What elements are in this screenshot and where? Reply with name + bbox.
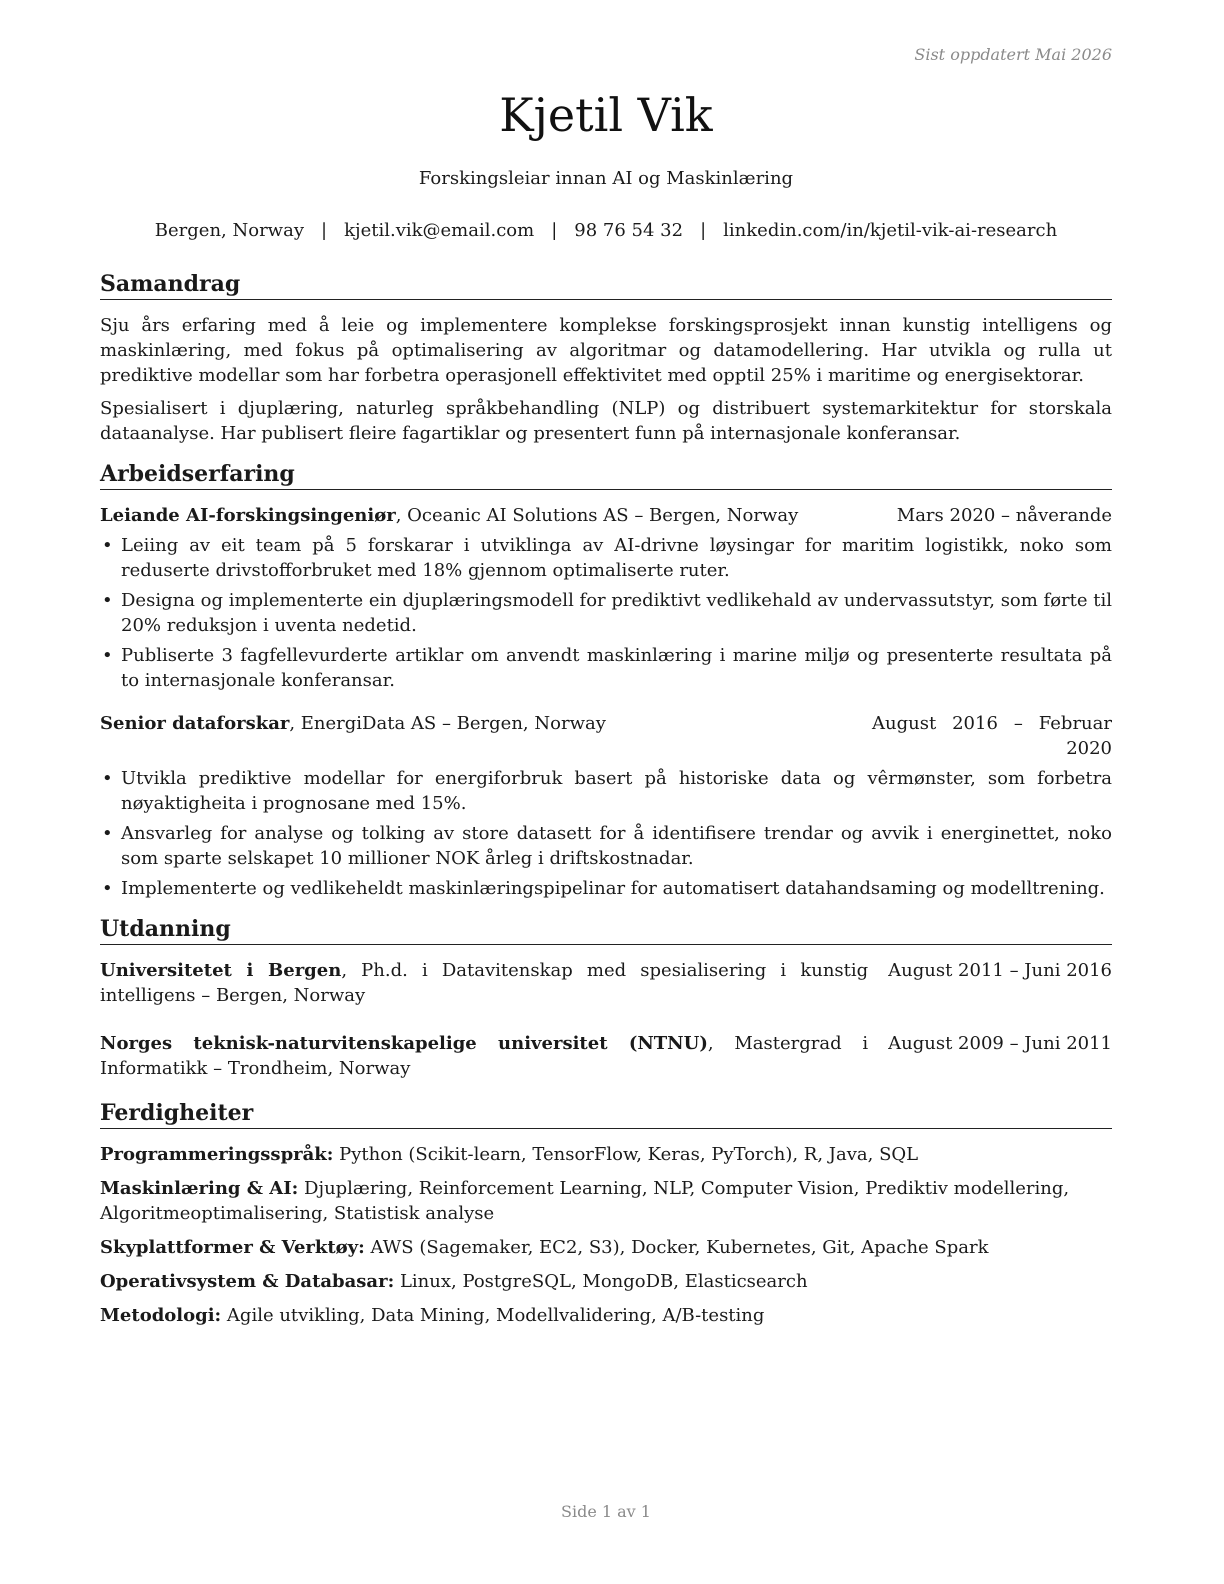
- education-entry: [100, 958, 1112, 1008]
- skill-line: Metodologi: Agile utvikling, Data Mining, Modellvalidering, A/B-testing: [100, 1305, 765, 1326]
- section-title: Arbeidserfaring: [100, 460, 1112, 490]
- job-role: Senior dataforskar: [100, 713, 290, 734]
- summary-section: [100, 270, 1112, 446]
- skill-line: Programmeringsspråk: Python (Scikit-learn, TensorFlow, Keras, PyTorch), R, Java, SQL: [100, 1144, 919, 1165]
- separator: |: [700, 220, 707, 241]
- contact-linkedin[interactable]: linkedin.com/in/kjetil-vik-ai-research: [723, 220, 1058, 241]
- job-entry: [100, 711, 1112, 901]
- summary-paragraph: Sju års erfaring med å leie og implementere komplekse forskingsprosjekt innan kunstig intelligens og maskinlæring, med fokus på optimalisering av algoritmar og datamodellering. Har utvikla og rulla ut prediktive modellar som har forbetra operasjonell effektivitet med opptil 25% i maritime og energisektorar.: [100, 315, 1112, 386]
- job-header: [100, 711, 1112, 761]
- contact-line: [100, 220, 1112, 241]
- skill-line: Skyplattformer & Verktøy: AWS (Sagemaker, EC2, S3), Docker, Kubernetes, Git, Apache Spark: [100, 1237, 989, 1258]
- education-entry: [100, 1031, 1112, 1081]
- job-org: , EnergiData AS – Bergen, Norway: [289, 713, 606, 734]
- list-item: • Utvikla prediktive modellar for energiforbruk basert på historiske data og vêrmønster, som forbetra nøyaktigheita i prognosane med 15%.: [102, 768, 1112, 814]
- job-org: , Oceanic AI Solutions AS – Bergen, Norway: [395, 505, 799, 526]
- contact-location: Bergen, Norway: [154, 220, 304, 241]
- last-updated: Sist oppdatert Mai 2026: [914, 45, 1112, 64]
- job-bullets: [100, 533, 1112, 693]
- job-header: [100, 503, 1112, 528]
- skill-line: Operativsystem & Databasar: Linux, PostgreSQL, MongoDB, Elasticsearch: [100, 1271, 808, 1292]
- job-dates: Mars 2020 – nåverande: [896, 505, 1112, 526]
- job-entry: [100, 503, 1112, 693]
- list-item: • Implementerte og vedlikeheldt maskinlæringspipelinar for automatisert datahandsaming og modelltrening.: [102, 878, 1105, 899]
- job-dates: August 2016 – Februar 2020: [872, 713, 1112, 759]
- page-number: Side 1 av 1: [561, 1502, 651, 1521]
- degree: , Mastergrad i Informatikk – Trondheim, Norway: [100, 1033, 869, 1079]
- school-name: Norges teknisk-naturvitenskapelige universitet (NTNU): [100, 1033, 708, 1054]
- education-dates: August 2011 – Juni 2016: [888, 960, 1112, 981]
- list-item: • Designa og implementerte ein djuplæringsmodell for prediktivt vedlikehald av undervassutstyr, som førte til 20% reduksjon i uventa nedetid.: [102, 590, 1113, 636]
- contact-phone: 98 76 54 32: [574, 220, 684, 241]
- separator: |: [551, 220, 558, 241]
- section-title: Samandrag: [100, 270, 1112, 300]
- job-title: Forskingsleiar innan AI og Maskinlæring: [418, 168, 794, 189]
- separator: |: [321, 220, 328, 241]
- section-title: Ferdigheiter: [100, 1099, 1112, 1129]
- section-title: Utdanning: [100, 915, 1112, 945]
- summary-paragraph: Spesialisert i djuplæring, naturleg språkbehandling (NLP) og distribuert systemarkitektur for storskala dataanalyse. Har publisert fleire fagartiklar og presentert funn på internasjonale konferansar.: [100, 398, 1112, 444]
- list-item: • Ansvarleg for analyse og tolking av store datasett for å identifisere trendar og avvik i energinettet, noko som sparte selskapet 10 millioner NOK årleg i driftskostnadar.: [102, 823, 1112, 869]
- resume-content: [100, 270, 1112, 1340]
- contact-email[interactable]: kjetil.vik@email.com: [344, 220, 535, 241]
- skills-section: [100, 1099, 1112, 1328]
- list-item: • Leiing av eit team på 5 forskarar i utviklinga av AI-drivne løysingar for maritim logistikk, noko som reduserte drivstofforbruket med 18% gjennom optimaliserte ruter.: [102, 535, 1112, 581]
- degree: , Ph.d. i Datavitenskap med spesialisering i kunstig intelligens – Bergen, Norway: [100, 960, 869, 1006]
- education-section: [100, 915, 1112, 1081]
- education-dates: August 2009 – Juni 2011: [888, 1033, 1112, 1054]
- list-item: • Publiserte 3 fagfellevurderte artiklar om anvendt maskinlæring i marine miljø og presenterte resultata på to internasjonale konferansar.: [102, 645, 1112, 691]
- school-name: Universitetet i Bergen: [100, 960, 342, 981]
- person-name: Kjetil Vik: [499, 88, 713, 142]
- job-role: Leiande AI-forskingsingeniør: [100, 505, 396, 526]
- job-bullets: [100, 766, 1112, 901]
- experience-section: [100, 460, 1112, 901]
- skill-line: Maskinlæring & AI: Djuplæring, Reinforcement Learning, NLP, Computer Vision, Prediktiv modellering, Algoritmeoptimalisering, Statistisk analyse: [100, 1178, 1070, 1224]
